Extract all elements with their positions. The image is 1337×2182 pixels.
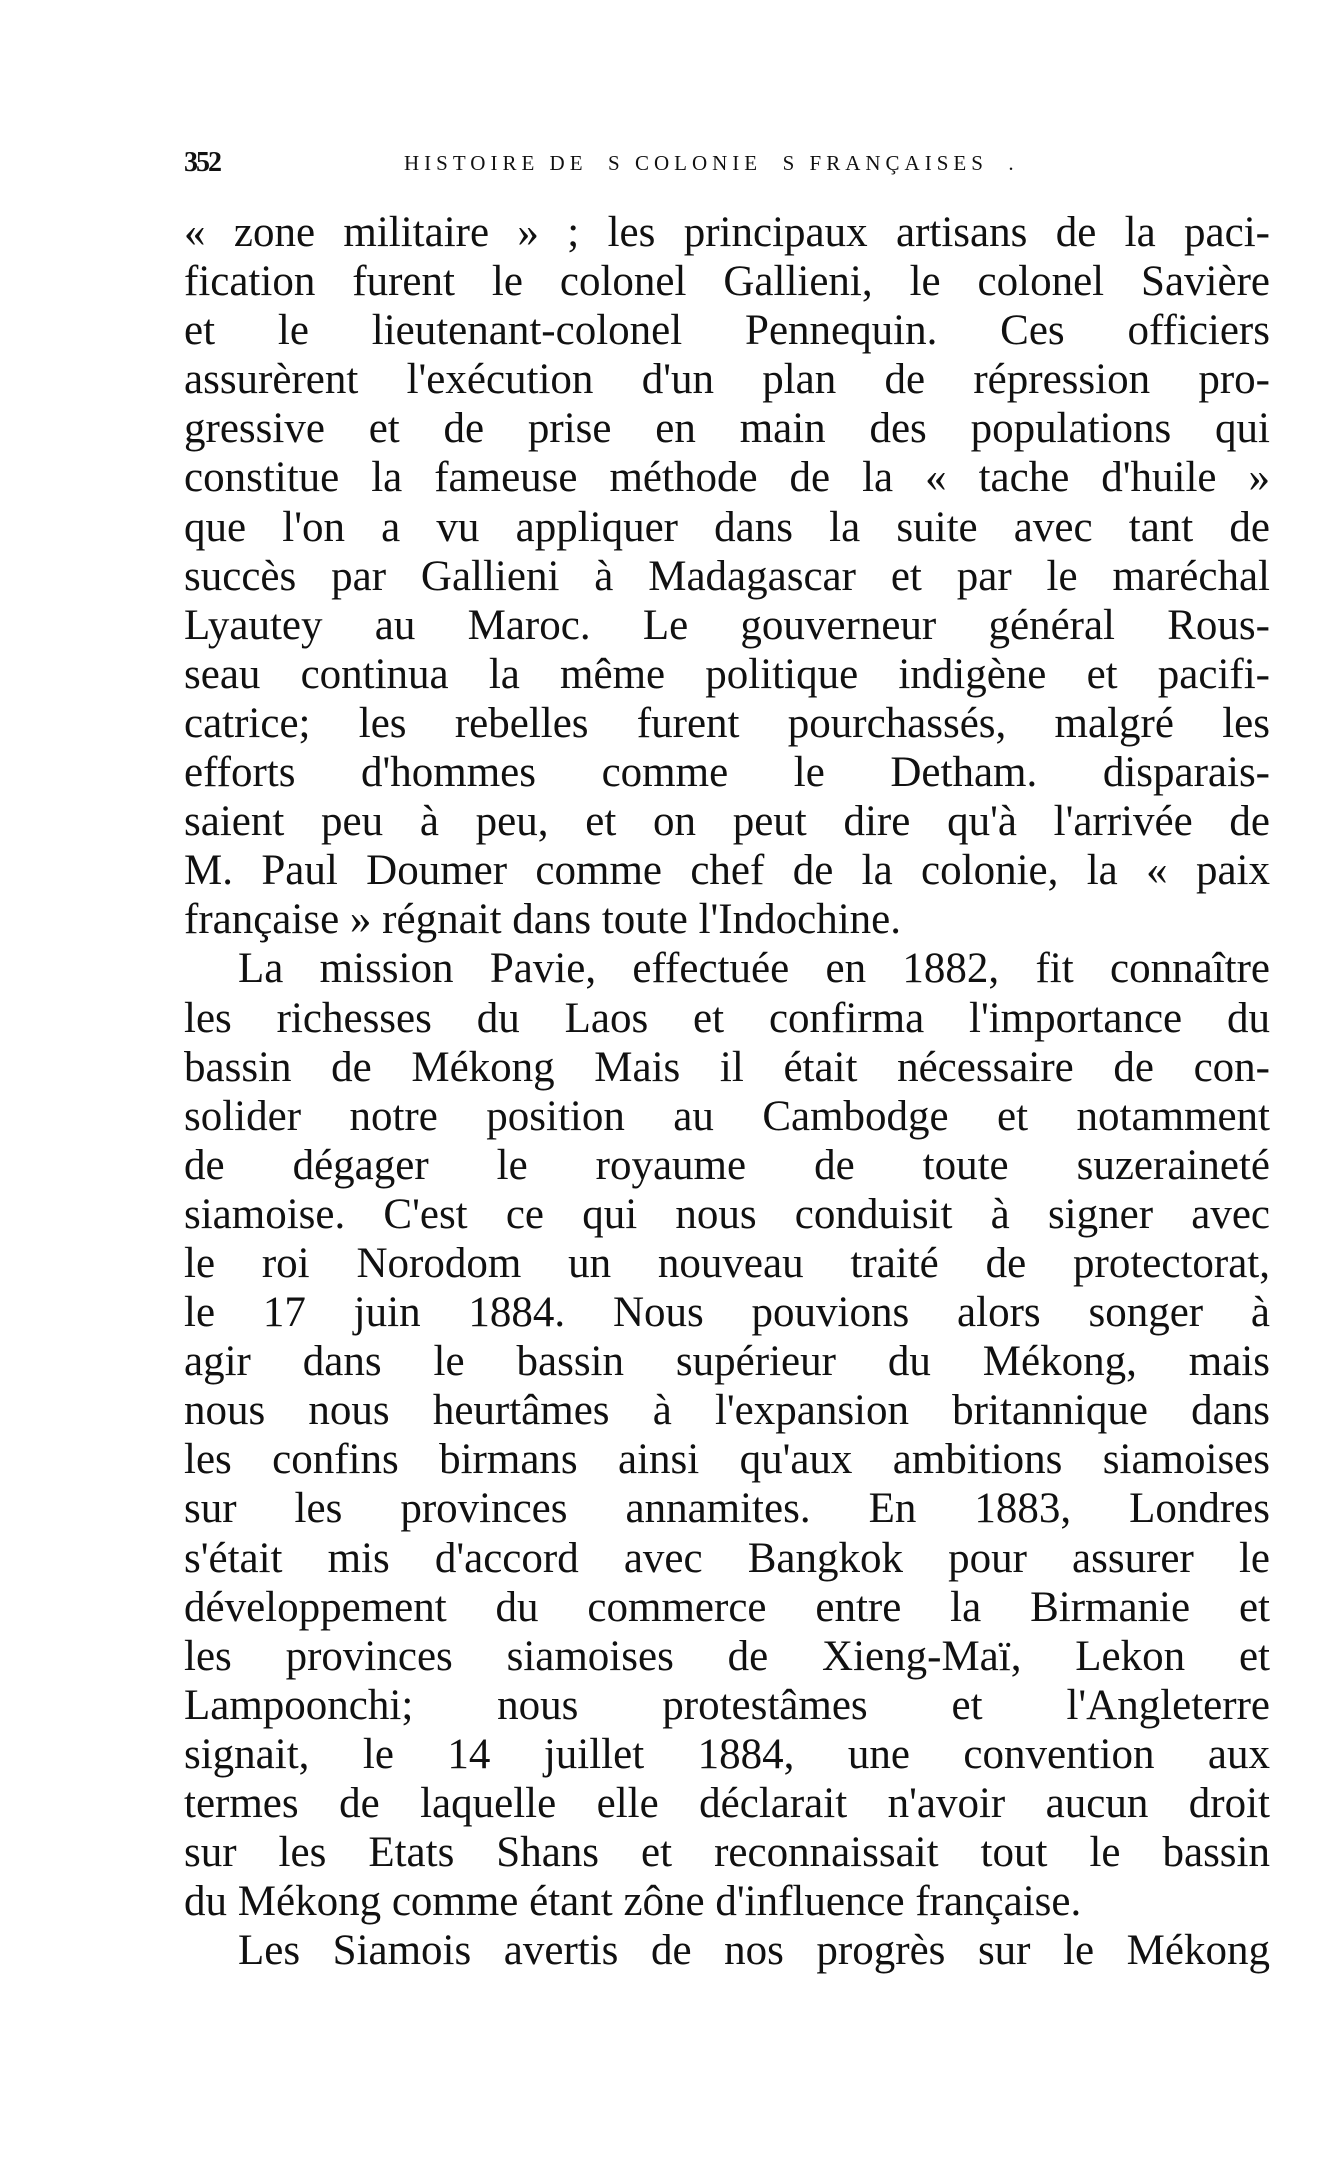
text-line: succès par Gallieni à Madagascar et par le maréchal	[184, 552, 1270, 600]
text-line: les richesses du Laos et confirma l'importance du	[184, 994, 1270, 1042]
text-line: nous nous heurtâmes à l'expansion britannique dans	[184, 1387, 1270, 1435]
text-line: les confins birmans ainsi qu'aux ambitions siamoises	[184, 1436, 1270, 1484]
paragraph-last-line: du Mékong comme étant zône d'influence française.	[184, 1878, 1082, 1926]
paragraph-last-line: française » régnait dans toute l'Indochine.	[184, 896, 901, 944]
text-line: sur les provinces annamites. En 1883, Londres	[184, 1485, 1270, 1533]
text-line: assurèrent l'exécution d'un plan de répression pro-	[184, 356, 1270, 404]
text-line: solider notre position au Cambodge et notamment	[184, 1092, 1270, 1140]
paragraph-first-line: Les Siamois avertis de nos progrès sur le Mékong	[238, 1927, 1270, 1975]
text-line: catrice; les rebelles furent pourchassés, malgré les	[184, 699, 1270, 747]
text-line: que l'on a vu appliquer dans la suite avec tant de	[184, 503, 1270, 551]
text-line: signait, le 14 juillet 1884, une convention aux	[184, 1730, 1270, 1778]
text-line: le roi Norodom un nouveau traité de protectorat,	[184, 1239, 1270, 1287]
body-text	[184, 208, 1270, 1975]
text-line: « zone militaire » ; les principaux artisans de la paci-	[184, 209, 1270, 256]
page-number: 352	[184, 147, 220, 178]
text-line: sur les Etats Shans et reconnaissait tout le bassin	[184, 1829, 1270, 1877]
text-line: fication furent le colonel Gallieni, le colonel Savière	[184, 258, 1270, 306]
running-title: HISTOIRE DE S COLONIE S FRANÇAISES .	[404, 151, 1019, 175]
text-line: termes de laquelle elle déclarait n'avoir aucun droit	[184, 1780, 1270, 1827]
text-line: seau continua la même politique indigène et pacifi-	[184, 650, 1270, 698]
text-line: bassin de Mékong Mais il était nécessaire de con-	[184, 1043, 1270, 1091]
running-header	[184, 146, 1270, 180]
text-line: constitue la fameuse méthode de la « tache d'huile »	[184, 454, 1270, 502]
text-line: les provinces siamoises de Xieng-Maï, Lekon et	[184, 1632, 1270, 1680]
text-line: gressive et de prise en main des populations qui	[184, 405, 1270, 453]
text-line: Lampoonchi; nous protestâmes et l'Angleterre	[184, 1681, 1270, 1729]
text-line: s'était mis d'accord avec Bangkok pour assurer le	[184, 1534, 1270, 1582]
text-line: et le lieutenant-colonel Pennequin. Ces officiers	[184, 307, 1270, 355]
text-line: M. Paul Doumer comme chef de la colonie, la « paix	[184, 847, 1270, 895]
text-line: de dégager le royaume de toute suzeraineté	[184, 1141, 1270, 1189]
text-line: saient peu à peu, et on peut dire qu'à l'arrivée de	[184, 798, 1270, 846]
text-line: développement du commerce entre la Birmanie et	[184, 1583, 1270, 1631]
paragraph-first-line: La mission Pavie, effectuée en 1882, fit connaître	[238, 945, 1270, 993]
text-line: agir dans le bassin supérieur du Mékong, mais	[184, 1338, 1270, 1386]
text-line: efforts d'hommes comme le Detham. disparais-	[184, 749, 1270, 797]
text-line: le 17 juin 1884. Nous pouvions alors songer à	[184, 1289, 1270, 1337]
text-line: siamoise. C'est ce qui nous conduisit à signer avec	[184, 1190, 1270, 1238]
text-line: Lyautey au Maroc. Le gouverneur général Rous-	[184, 601, 1270, 649]
